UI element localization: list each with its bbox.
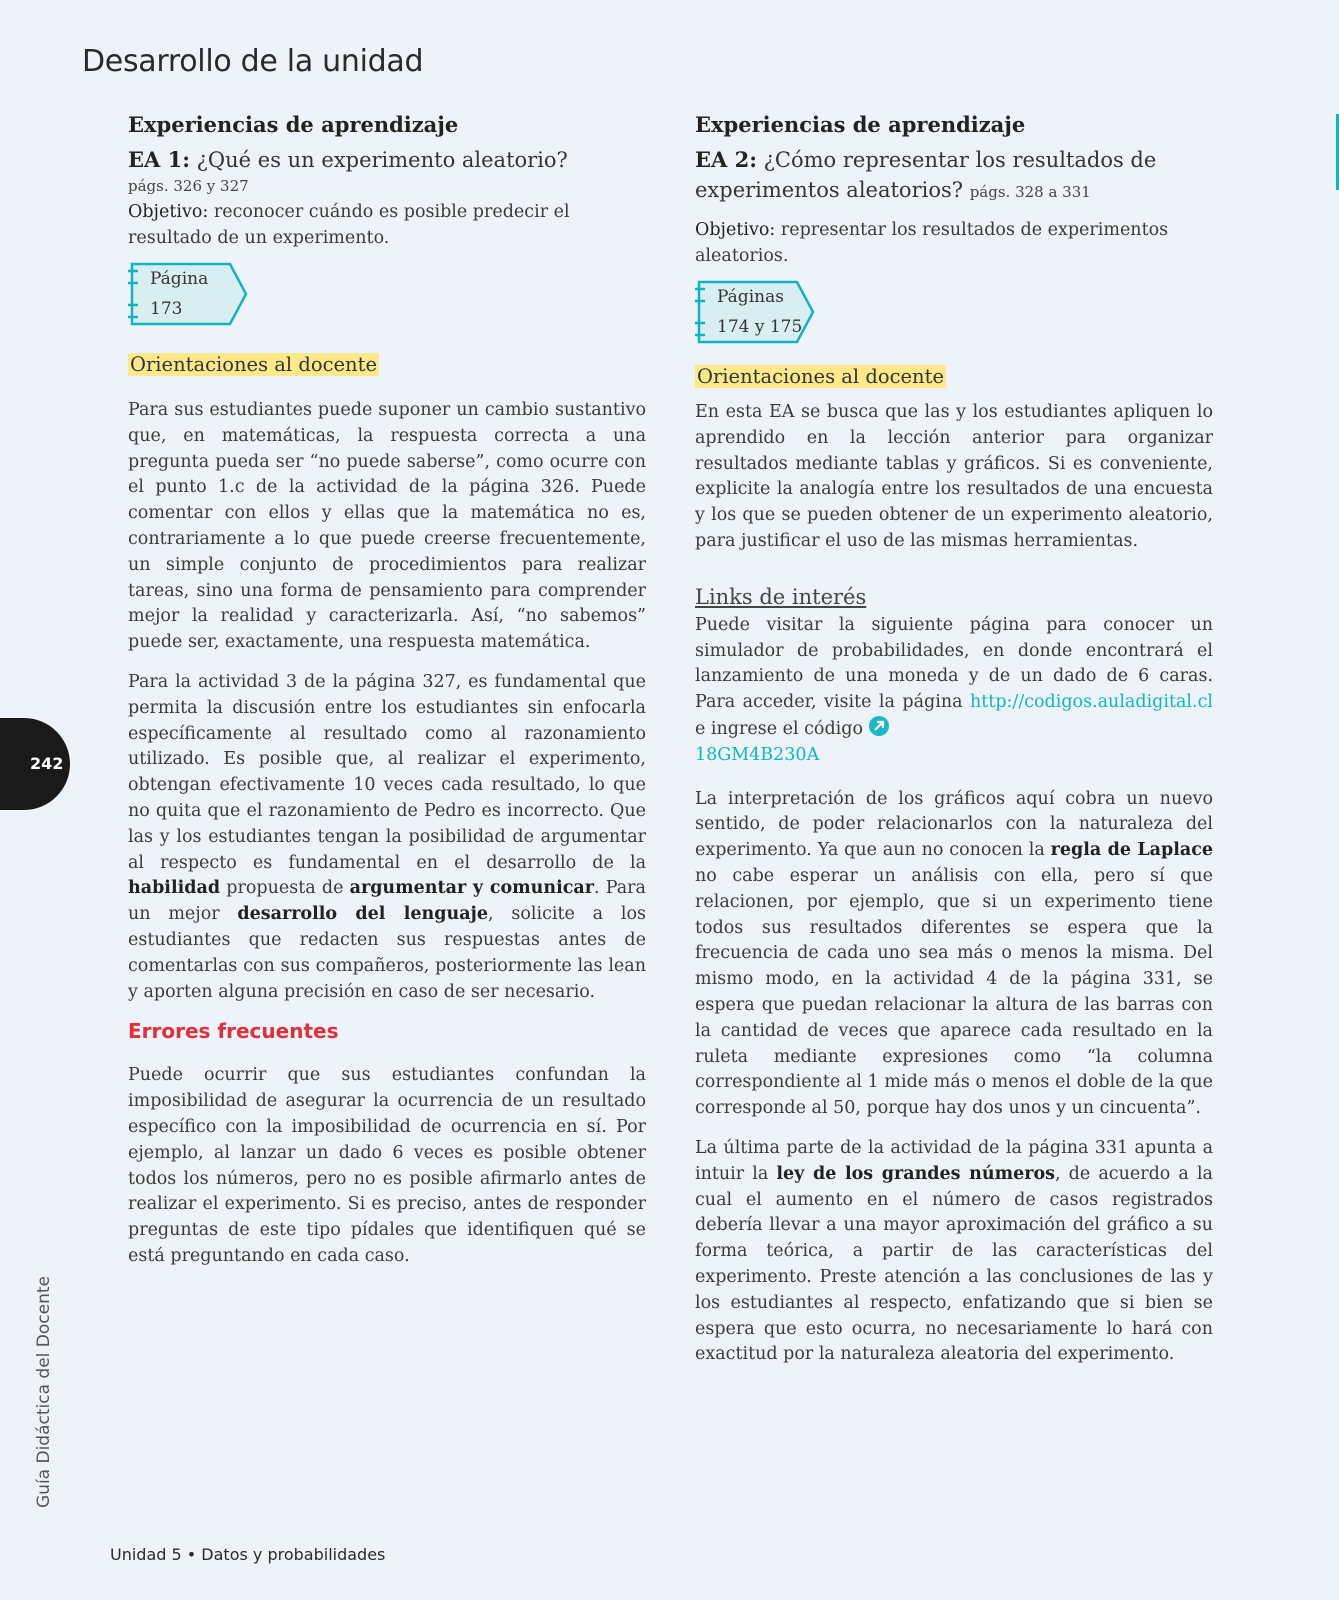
right-p3-text-c: , de acuerdo a la cual el aumento en el número de casos registrados debería llevar a una mayor aproximación del gráfico a su forma teórica, a partir de las características del experimento. Preste atención a las conclusiones de las y los estudiantes al respecto, enfatizando que si bien se espera que esto ocurra, no necesariamente lo hará con exactitud por la naturaleza aleatoria del experimento. xyxy=(695,1163,1213,1365)
right-obj-text: representar los resultados de experimentos aleatorios. xyxy=(695,220,1169,266)
left-ea-title xyxy=(128,145,646,175)
right-objective xyxy=(695,217,1213,269)
page-number: 242 xyxy=(30,754,64,773)
right-tag-label: Páginas xyxy=(717,287,784,307)
page-title: Desarrollo de la unidad xyxy=(82,44,424,79)
right-p2-text-a: La interpretación de los gráficos aquí cobra un nuevo sentido, de poder relacionarlos con la naturaleza del experimento. Ya que aun no conocen la xyxy=(695,788,1213,861)
left-obj-text: reconocer cuándo es posible predecir el resultado de un experimento. xyxy=(128,202,570,248)
links-paragraph xyxy=(695,613,1213,769)
side-label: Guía Didáctica del Docente xyxy=(34,1276,54,1508)
links-text-b: e ingrese el código xyxy=(695,718,869,739)
errores-title: Errores frecuentes xyxy=(128,1019,339,1044)
right-orientaciones-title: Orientaciones al docente xyxy=(697,365,944,388)
right-paragraph-1: En esta EA se busca que las y los estudiantes apliquen lo aprendido en la lección anterior para organizar resultados mediante tablas y gráficos. Si es conveniente, explicite la analogía entre los resultados de una encuesta y los que se pueden obtener de un experimento aleatorio, para justificar el uso de las mismas herramientas. xyxy=(695,402,1213,551)
left-p2-bold-lenguaje: desarrollo del lenguaje xyxy=(237,904,489,925)
links-code: 18GM4B230A xyxy=(695,744,820,765)
right-ea-label: EA 2: xyxy=(695,147,757,172)
arrow-link-icon[interactable] xyxy=(869,716,889,736)
right-paragraph-3 xyxy=(695,1136,1213,1368)
left-orientaciones-title: Orientaciones al docente xyxy=(130,353,377,376)
left-ea-label: EA 1: xyxy=(128,147,190,172)
footer: Unidad 5 • Datos y probabilidades xyxy=(110,1545,386,1564)
left-column xyxy=(128,112,646,1270)
left-page-tag xyxy=(128,261,248,327)
left-paragraph-2 xyxy=(128,670,646,1005)
right-p2-text-c: no cabe esperar un análisis con ella, pero sí que relacionen, por ejemplo, que si un experimento tiene todos sus resultados diferentes se espera que la frecuencia de cada uno sea más o menos la misma. Del mismo modo, en la actividad 4 de la página 331, se espera que puedan relacionar la altura de las barras con la cantidad de veces que aparece cada resultado en la ruleta mediante expresiones como “la columna correspondiente al 1 mide más o menos el doble de la que corresponde al 50, porque hay dos unos y un cincuenta”. xyxy=(695,865,1213,1119)
right-p2-bold-laplace: regla de Laplace xyxy=(1050,840,1213,861)
right-pages-ref: págs. 328 a 331 xyxy=(969,183,1091,201)
page-number-tab xyxy=(0,718,70,810)
left-tag-pages: 173 xyxy=(150,299,183,319)
right-ea-text: ¿Cómo representar los resultados de experimentos aleatorios? xyxy=(695,148,1157,202)
left-tag-label: Página xyxy=(150,269,209,289)
right-p3-text-a: La última parte de la actividad de la página 331 apunta a intuir la xyxy=(695,1137,1213,1184)
links-url[interactable]: http://codigos.auladigital.cl xyxy=(969,692,1213,713)
left-pages-ref: págs. 326 y 327 xyxy=(128,177,249,195)
left-p2-bold-argumentar: argumentar y comunicar xyxy=(349,878,594,899)
right-paragraph-2 xyxy=(695,787,1213,1122)
right-p3-bold-ley: ley de los grandes números xyxy=(776,1163,1056,1184)
right-column xyxy=(695,112,1213,1368)
links-title: Links de interés xyxy=(695,584,867,609)
right-obj-label: Objetivo: xyxy=(695,220,776,240)
left-paragraph-1: Para sus estudiantes puede suponer un cambio sustantivo que, en matemáticas, la respuesta correcta a una pregunta pueda ser “no puede saberse”, como ocurre con el punto 1.c de la actividad de la página 326. Puede comentar con ellos y ellas que la matemática no es, contrariamente a lo que puede creerse frecuentemente, un simple conjunto de procedimientos para realizar tareas, sino una forma de pensamiento para comprender mejor la realidad y caracterizarla. Así, “no sabemos” puede ser, exactamente, una respuesta matemática. xyxy=(128,400,646,653)
left-objective xyxy=(128,199,646,251)
left-p2-text-d: . Para un mejor xyxy=(128,878,646,925)
left-p2-bold-habilidad: habilidad xyxy=(128,878,221,899)
right-page-tag xyxy=(695,279,815,345)
left-p2-text-c: propuesta de xyxy=(220,878,350,899)
links-text-a: Puede visitar la siguiente página para conocer un simulador de probabilidades, en donde encontrará el lanzamiento de una moneda y de un dado de 6 caras. Para acceder, visite la página xyxy=(695,614,1213,713)
left-heading: Experiencias de aprendizaje xyxy=(128,112,459,137)
left-obj-label: Objetivo: xyxy=(128,202,209,222)
left-ea-text: ¿Qué es un experimento aleatorio? xyxy=(189,148,568,172)
left-p2-text-a: Para la actividad 3 de la página 327, es fundamental que permita la discusión entre los estudiantes sin enfocarla específicamente al resultado como al razonamiento utilizado. Es posible que, al realizar el experimento, obtengan efectivamente 10 veces cada resultado, lo que no quita que el razonamiento de Pedro es incorrecto. Que las y los estudiantes tengan la posibilidad de argumentar al respecto es fundamental en el desarrollo de la xyxy=(128,671,646,873)
right-tag-pages: 174 y 175 xyxy=(717,317,803,337)
right-ea-title xyxy=(695,145,1213,207)
right-heading: Experiencias de aprendizaje xyxy=(695,112,1026,137)
left-paragraph-3: Puede ocurrir que sus estudiantes confundan la imposibilidad de asegurar la ocurrencia de un resultado específico con la imposibilidad de ocurrencia en sí. Por ejemplo, al lanzar un dado 6 veces es posible obtener todos los números, pero no es posible afirmarlo antes de realizar el experimento. Si es preciso, antes de responder preguntas de este tipo pídales que identifiquen qué se está preguntando en cada caso. xyxy=(128,1065,646,1266)
left-p2-text-e: , solicite a los estudiantes que redacten sus respuestas antes de comentarlas con sus compañeros, posteriormente las lean y aporten alguna precisión en caso de ser necesario. xyxy=(128,904,647,1002)
